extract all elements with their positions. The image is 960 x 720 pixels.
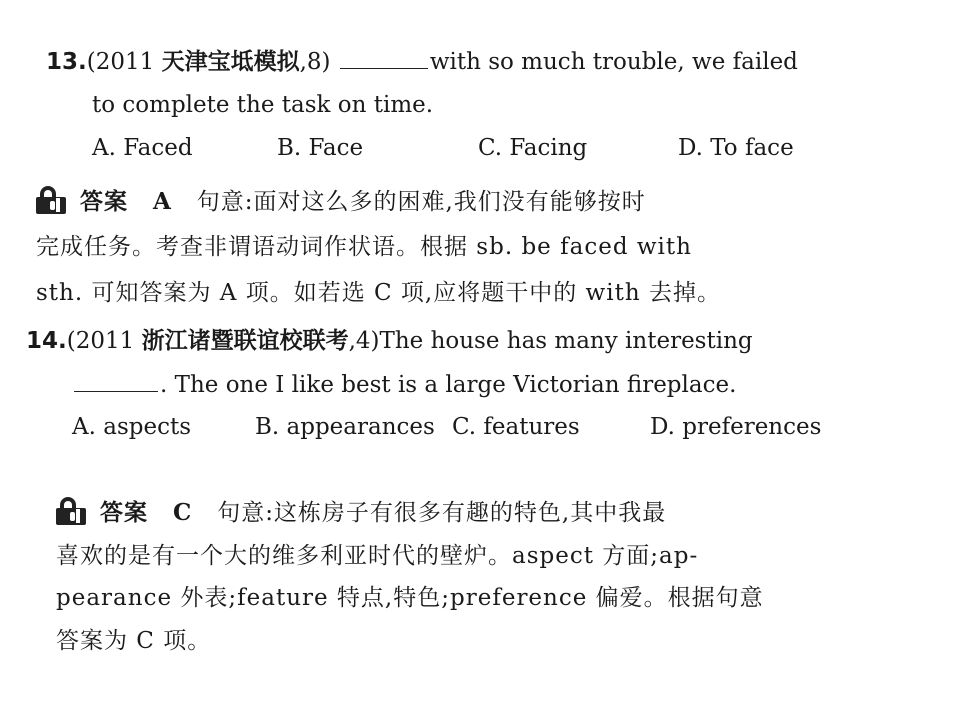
q13-answer-letter: A bbox=[152, 188, 172, 215]
q14-answer-line1 bbox=[56, 497, 666, 528]
q13-stem-text2: to complete the task on time. bbox=[92, 92, 434, 118]
q13-source-close: ,8) bbox=[299, 49, 331, 75]
q14-explain1: 句意:这栋房子有很多有趣的特色,其中我最 bbox=[217, 500, 667, 526]
q14-stem-text1: The house has many interesting bbox=[379, 328, 753, 354]
q13-explain1: 句意:面对这么多的困难,我们没有能够按时 bbox=[196, 189, 646, 215]
q13-answer-label: 答案 bbox=[80, 189, 128, 215]
q14-answer-letter: C bbox=[172, 499, 193, 526]
q13-explain-line2: 完成任务。考查非谓语动词作状语。根据 sb. be faced with bbox=[36, 234, 692, 260]
q13-option-d: D. To face bbox=[678, 135, 794, 161]
q13-explain-line3: sth. 可知答案为 A 项。如若选 C 项,应将题干中的 with 去掉。 bbox=[36, 280, 721, 306]
q14-option-a: A. aspects bbox=[72, 414, 192, 440]
unlock-icon bbox=[36, 186, 70, 214]
q14-source-close: ,4) bbox=[348, 328, 380, 354]
q14-option-d: D. preferences bbox=[650, 414, 822, 440]
q14-answer-blank bbox=[74, 369, 158, 392]
q13-option-a: A. Faced bbox=[92, 135, 193, 161]
q14-stem-text2: . The one I like best is a large Victorian fireplace. bbox=[160, 372, 737, 398]
q14-source-open: (2011 bbox=[66, 328, 142, 354]
q14-source-name: 浙江诸暨联谊校联考 bbox=[141, 328, 349, 354]
q13-stem-text1: with so much trouble, we failed bbox=[429, 49, 798, 75]
q13-source-name: 天津宝坻模拟 bbox=[161, 49, 300, 75]
q14-explain-line2: 喜欢的是有一个大的维多利亚时代的壁炉。aspect 方面;ap- bbox=[56, 543, 699, 569]
q14-number: 14. bbox=[26, 328, 67, 354]
q13-stem-line2 bbox=[92, 90, 433, 120]
q14-option-c: C. features bbox=[452, 414, 580, 440]
q13-answer-line1 bbox=[36, 186, 646, 217]
q13-source-open: (2011 bbox=[86, 49, 162, 75]
q13-stem-line1 bbox=[46, 46, 798, 77]
q13-number: 13. bbox=[46, 49, 87, 75]
q14-stem-line2 bbox=[72, 369, 736, 400]
q14-answer-label: 答案 bbox=[100, 500, 148, 526]
q14-explain-line4: 答案为 C 项。 bbox=[56, 628, 212, 654]
q13-answer-blank bbox=[340, 46, 428, 69]
q14-stem-line1 bbox=[26, 326, 753, 356]
q14-explain-line3: pearance 外表;feature 特点,特色;preference 偏爱。根据句意 bbox=[56, 585, 764, 611]
q14-option-b: B. appearances bbox=[255, 414, 435, 440]
q13-option-c: C. Facing bbox=[478, 135, 588, 161]
unlock-icon bbox=[56, 497, 90, 525]
q13-option-b: B. Face bbox=[277, 135, 364, 161]
